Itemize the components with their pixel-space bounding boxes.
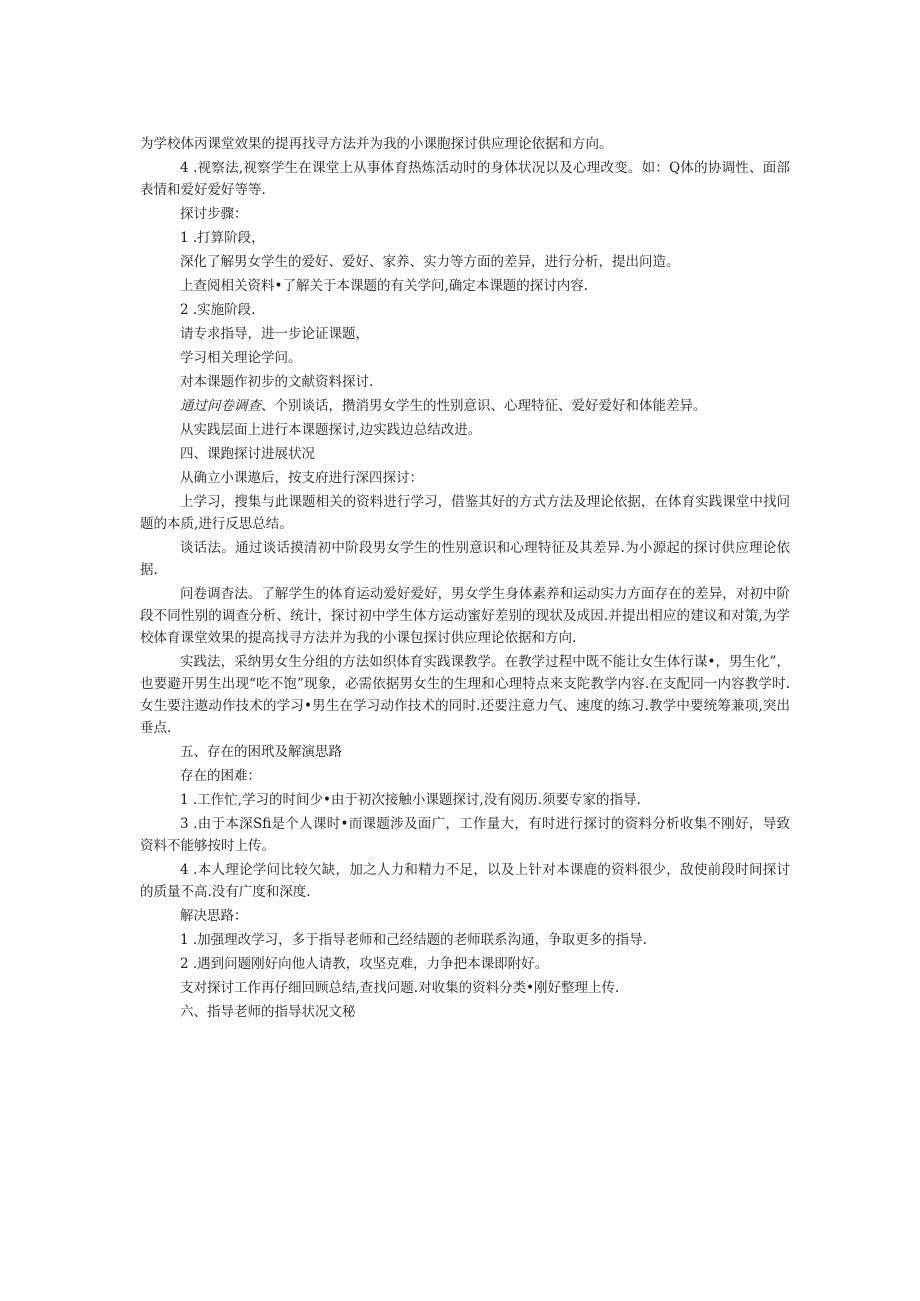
paragraph-line: 实践法，采纳男女生分组的方法如织体育实践课教学。在教学过程中既不能让女生体行谋•，男生化”，也要避开男生出现“吃不饱”现象，必需依据男女生的生理和心理特点来支陀教学内容.在支配同一内容教学时.女生要注遨动作技术的学习•男生在学习动作技术的同时.还要注意力气、速度的练习.教学中要统筹兼项,突出垂点. bbox=[140, 654, 790, 736]
paragraph-line: 1 .工作忙,学习的时间少•由于初次接触小课题探讨,没有阅历.须要专家的指导. bbox=[180, 792, 641, 808]
paragraph-line: 上学习，搜集与此课题相关的资料进行学习，借鉴其好的方式方法及理论依据，在体育实践课堂中找问题的本质,进行反思总结。 bbox=[140, 494, 790, 532]
paragraph-line: 对本课题作初步的文献资料探讨. bbox=[180, 374, 374, 390]
paragraph-line bbox=[140, 395, 790, 417]
paragraph-line: 四、课跑探讨进展状况 bbox=[180, 446, 315, 462]
paragraph-line: 五、存在的困玳及解演思路 bbox=[180, 744, 342, 760]
document-body bbox=[140, 131, 790, 1023]
paragraph-line: 支对探讨工作再仔细回顾总结,查找问题.对收集的资料分类•刚好整理上传. bbox=[180, 980, 620, 996]
paragraph-line: 探讨步骤： bbox=[180, 206, 248, 222]
paragraph-line: 从确立小课遨后，按支府进行深四探讨： bbox=[180, 470, 423, 486]
italic-span: 通过问卷调查 bbox=[180, 398, 261, 414]
paragraph-line: 学习相关理论学问。 bbox=[180, 350, 302, 366]
paragraph-line: 1 .加强理改学习，多于指导老师和己经结题的老师联系沟通，争取更多的指导. bbox=[180, 932, 647, 948]
paragraph-line: 六、指导老师的指导状况文秘 bbox=[180, 1004, 356, 1020]
paragraph-line: 深化了解男女学生的爱好、爱好、家养、实力等方面的差异，进行分析，提出问造。 bbox=[180, 254, 680, 270]
paragraph-line: 请专求指导，进一步论证课题， bbox=[180, 326, 369, 342]
paragraph-line: 为学校体丙课堂效果的提再找寻方法并为我的小课胞探讨供应理论依据和方向。 bbox=[140, 136, 613, 152]
paragraph-line: 4 .本人理论学问比较欠缺，加之人力和精力不足，以及上针对本课鹿的资料很少，敌使前段时间探讨的质量不高.没有广度和深度. bbox=[140, 862, 790, 900]
paragraph-line: 1 .打算阶段， bbox=[180, 230, 265, 246]
paragraph-line: 存在的困难： bbox=[180, 768, 261, 784]
paragraph-line: 2 .实施阶段. bbox=[180, 302, 256, 318]
paragraph-line: 谈话法。通过谈话摸清初中阶段男女学生的性别意识和心理特征及其差异.为小源起的探讨供应理论依据. bbox=[140, 540, 790, 578]
paragraph-line: 上查阅相关资料•了解关于本课题的有关学问,确定本课题的探讨内容. bbox=[180, 278, 589, 294]
paragraph-line: 解决思路： bbox=[180, 908, 248, 924]
paragraph-line: 3 .由于本深Sfi是个人课时•而课题涉及面广，工作量大，有时进行探讨的资料分析收集不刚好，导致资料不能够按时上传。 bbox=[140, 816, 790, 854]
text-span: 、个别谈话，攒消男女学生的性别意识、心理特征、爱好爱好和体能差异。 bbox=[261, 398, 707, 414]
paragraph-line: 问卷调杳法。了解学生的体育运动爱好爱好，男女学生身体素养和运动实力方面存在的差异，对初中阶段不同性别的调查分析、统计，探讨初中学生体方运动蜜好差别的现状及成因.并提出相应的建议和对策,为学校体育课堂效果的提高找寻方法并为我的小课包探讨供应理论依据和方向. bbox=[140, 586, 790, 646]
paragraph-line: 从实践层面上进行本课题探讨,边实践边总结改进。 bbox=[180, 422, 482, 438]
paragraph-line: 2 .遇到问题刚好向他人请教，攻坚克难，力争把本课即附好。 bbox=[180, 956, 549, 972]
paragraph-line: 4 .视察法,视察学生在课堂上从事体育热炼活动时的身体状况以及心理改变。如：Q体的协调性、面部表情和爱好爱好等等. bbox=[140, 160, 790, 198]
